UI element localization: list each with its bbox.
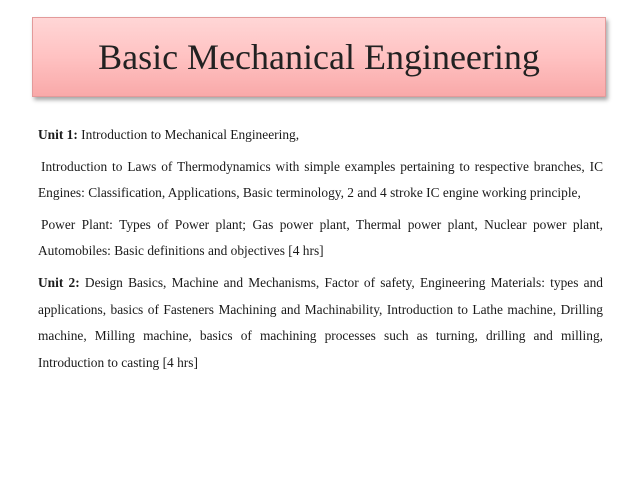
unit1-label: Unit 1: — [38, 127, 78, 142]
unit1-paragraph — [38, 122, 603, 149]
slide-body — [38, 122, 603, 381]
unit1-heading: Introduction to Mechanical Engineering, — [77, 127, 300, 142]
thermodynamics-paragraph: Introduction to Laws of Thermodynamics with simple examples pertaining to respective branches, IC Engines: Classification, Applications, Basic terminology, 2 and 4 stroke IC engine working principle, — [38, 158, 603, 201]
power-plant-paragraph: Power Plant: Types of Power plant; Gas power plant, Thermal power plant, Nuclear power plant, Automobiles: Basic definitions and objectives [4 hrs] — [38, 216, 603, 259]
title-banner — [32, 17, 606, 97]
unit2-paragraph — [38, 270, 603, 376]
unit2-text: Design Basics, Machine and Mechanisms, Factor of safety, Engineering Materials: types and applications, basics of Fasteners Machining and Machinability, Introduction to Lathe machine, Drilling machine, Milling machine, basics of machining processes such as turning, drilling and milling, Introduction to casting [4 hrs] — [38, 274, 603, 370]
slide-title: Basic Mechanical Engineering — [98, 37, 540, 77]
unit2-label: Unit 2: — [38, 274, 80, 290]
